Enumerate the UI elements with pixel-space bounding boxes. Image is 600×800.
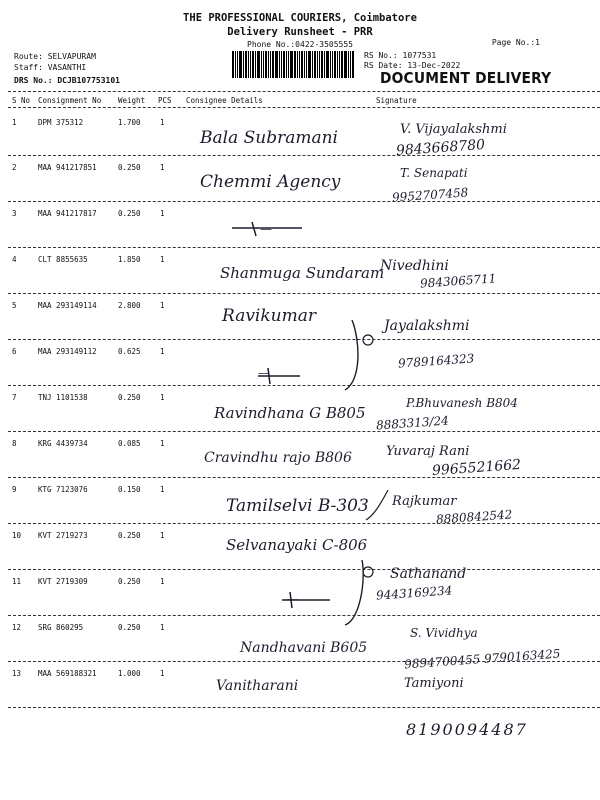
route-label: Route: SELVAPURAM [14,52,96,61]
phone-handwriting: 9894700455 9790163425 [403,646,561,672]
signature-handwriting: Yuvaraj Rani [386,444,470,459]
consignee-handwriting: Chemmi Agency [200,172,341,192]
bracket-stroke [345,560,363,625]
cell-consignment: MAA 293149112 [38,347,97,356]
cell-pcs: 1 [160,577,165,586]
circle-mark [363,335,373,345]
cell-weight: 1.000 [118,669,141,678]
cell-consignment: DPM 375312 [38,118,84,127]
consignee-handwriting: Vanitharani [216,678,299,694]
footer-handwritten-number: 8190094487 [406,720,528,739]
cell-pcs: 1 [160,255,165,264]
cell-consignment: KVT 2719273 [38,531,88,540]
cell-consignment: MAA 293149114 [38,301,97,310]
runsheet-title: THE PROFESSIONAL COURIERS, Coimbatore [183,12,417,24]
circle-mark [363,567,373,577]
rs-date: RS Date: 13-Dec-2022 [364,61,461,70]
cell-pcs: 1 [160,439,165,448]
cell-sno: 12 [12,623,22,632]
col-consignee: Consignee Details [186,96,263,105]
cell-sno: 13 [12,669,22,678]
staff-label: Staff: VASANTHI [14,63,87,72]
consignee-handwriting: — [260,222,272,236]
cell-weight: 1.850 [118,255,141,264]
cell-weight: 0.625 [118,347,141,356]
signature-handwriting: Rajkumar [392,494,457,509]
cell-consignment: TNJ 1101538 [38,393,88,402]
cell-sno: 8 [12,439,17,448]
phone-handwriting: 9443169234 [375,583,453,603]
cell-pcs: 1 [160,669,165,678]
sign-stroke [366,490,388,520]
col-signature: Signature [376,96,417,105]
cell-pcs: 1 [160,209,165,218]
consignee-handwriting: — [286,592,298,606]
cell-sno: 11 [12,577,22,586]
page-number: Page No.:1 [491,38,540,47]
cell-consignment: MAA 941217851 [38,163,97,172]
phone-handwriting: 8883313/24 [375,413,450,433]
consignee-handwriting: Nandhavani B605 [240,640,368,656]
cell-consignment: KVT 2719309 [38,577,88,586]
col-sno: S No [12,96,31,105]
cell-pcs: 1 [160,393,165,402]
cell-sno: 10 [12,531,22,540]
cell-pcs: 1 [160,163,165,172]
consignee-handwriting: Bala Subramani [200,128,338,148]
cell-weight: 0.250 [118,209,141,218]
cancel-stroke [282,592,330,608]
phone-handwriting: 9965521662 [431,456,522,480]
phone-handwriting: 8880842542 [435,507,513,527]
cell-pcs: 1 [160,623,165,632]
consignee-handwriting: Tamilselvi B-303 [226,496,369,516]
cell-sno: 3 [12,209,17,218]
phone-handwriting: 9843065711 [419,271,497,291]
col-consignment: Consignment No [38,96,102,105]
cell-weight: 2.800 [118,301,141,310]
phone-handwriting: 9789164323 [397,351,475,371]
cell-weight: 0.250 [118,163,141,172]
runsheet-subtitle: Delivery Runsheet - PRR [227,26,373,38]
cell-pcs: 1 [160,347,165,356]
cell-consignment: KTG 7123076 [38,485,88,494]
signature-handwriting: T. Senapati [400,166,468,180]
cell-weight: 0.150 [118,485,141,494]
cell-weight: 0.250 [118,393,141,402]
cell-weight: 0.250 [118,623,141,632]
cell-pcs: 1 [160,485,165,494]
signature-handwriting: Jayalakshmi [384,318,470,334]
rs-number: RS No.: 1077531 [364,51,437,60]
signature-handwriting: S. Vividhya [410,626,478,640]
cell-sno: 5 [12,301,17,310]
cancel-stroke [232,222,302,236]
consignee-handwriting: — [258,366,270,380]
cell-consignment: KRG 4439734 [38,439,88,448]
signature-handwriting: Nivedhini [380,258,449,274]
phone-handwriting: 9843668780 [395,136,486,160]
cell-sno: 6 [12,347,17,356]
cell-weight: 0.250 [118,577,141,586]
consignee-handwriting: Selvanayaki C-806 [226,536,368,554]
cell-sno: 9 [12,485,17,494]
cell-sno: 1 [12,118,17,127]
consignee-handwriting: Ravikumar [222,306,316,326]
bracket-stroke [345,320,358,390]
cell-weight: 0.085 [118,439,141,448]
drs-number: DRS No.: DCJB107753101 [14,76,120,85]
consignee-handwriting: Cravindhu rajo B806 [204,450,352,466]
cell-consignment: MAA 569188321 [38,669,97,678]
cell-consignment: CLT 8855635 [38,255,88,264]
cell-pcs: 1 [160,531,165,540]
cell-consignment: MAA 941217817 [38,209,97,218]
cell-pcs: 1 [160,301,165,310]
cell-sno: 2 [12,163,17,172]
consignee-handwriting: Shanmuga Sundaram [220,264,385,282]
cell-sno: 7 [12,393,17,402]
document-delivery-stamp: DOCUMENT DELIVERY [380,69,552,87]
cell-weight: 1.700 [118,118,141,127]
col-pcs: PCS [158,96,172,105]
cell-pcs: 1 [160,118,165,127]
cell-consignment: SRG 860295 [38,623,84,632]
signature-handwriting: Sathanand [390,566,467,582]
col-weight: Weight [118,96,146,105]
consignee-handwriting: Ravindhana G B805 [214,404,366,422]
phone-number: Phone No.:0422-3505555 [247,40,353,49]
signature-handwriting: Tamiyoni [404,676,464,691]
signature-handwriting: V. Vijayalakshmi [400,122,507,137]
cancel-stroke [258,368,300,384]
cell-sno: 4 [12,255,17,264]
cell-weight: 0.250 [118,531,141,540]
signature-handwriting: P.Bhuvanesh B804 [406,396,518,410]
phone-handwriting: 9952707458 [391,185,469,205]
